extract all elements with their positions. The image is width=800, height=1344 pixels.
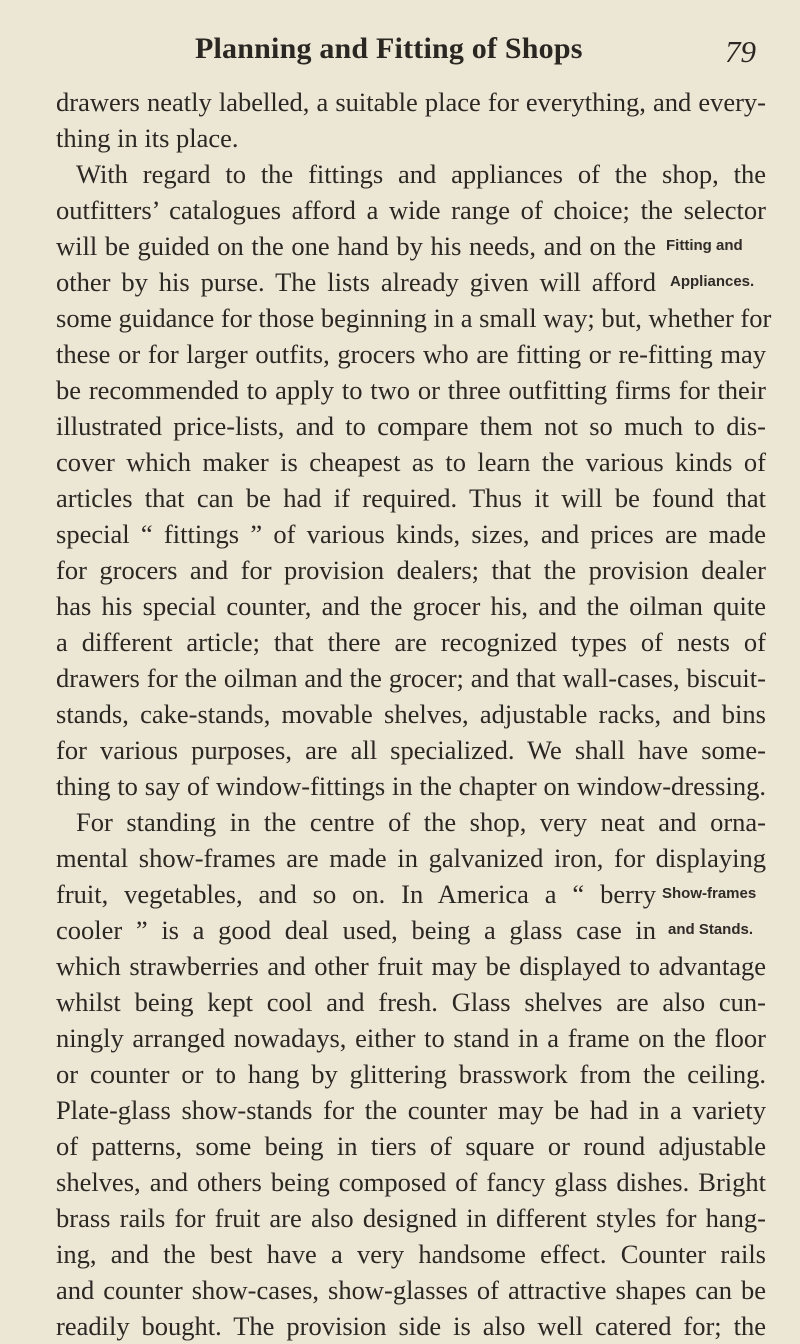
text-line: thing to say of window-fittings in the chapter on window-dressing. — [56, 771, 766, 801]
text-line: these or for larger outfits, grocers who are fitting or re-fitting may — [56, 339, 766, 369]
text-line: articles that can be had if required. Thus it will be found that — [56, 483, 766, 513]
text-line: Plate-glass show-stands for the counter may be had in a variety — [56, 1095, 766, 1125]
text-line: For standing in the centre of the shop, very neat and orna- — [76, 807, 766, 837]
text-line: for various purposes, are all specialized. We shall have some- — [56, 735, 766, 765]
text-line: be recommended to apply to two or three outfitting firms for their — [56, 375, 766, 405]
page-number: 79 — [725, 34, 756, 69]
text-line: which strawberries and other fruit may be displayed to advantage — [56, 951, 766, 981]
text-line: other by his purse. The lists already given will afford — [56, 267, 656, 297]
text-line: for grocers and for provision dealers; that the provision dealer — [56, 555, 766, 585]
text-line: has his special counter, and the grocer his, and the oilman quite — [56, 591, 766, 621]
text-line: will be guided on the one hand by his needs, and on the — [56, 231, 656, 261]
text-line: outfitters’ catalogues afford a wide range of choice; the selector — [56, 195, 766, 225]
text-line: stands, cake-stands, movable shelves, adjustable racks, and bins — [56, 699, 766, 729]
text-line: or counter or to hang by glittering brasswork from the ceiling. — [56, 1059, 766, 1089]
text-line: and counter show-cases, show-glasses of attractive shapes can be — [56, 1275, 766, 1305]
text-line: cooler ” is a good deal used, being a glass case in — [56, 915, 656, 945]
text-line: mental show-frames are made in galvanized iron, for displaying — [56, 843, 766, 873]
text-line: special “ fittings ” of various kinds, sizes, and prices are made — [56, 519, 766, 549]
text-line: a different article; that there are recognized types of nests of — [56, 627, 766, 657]
text-line: fruit, vegetables, and so on. In America a “ berry — [56, 879, 656, 909]
text-line: some guidance for those beginning in a small way; but, whether for — [56, 303, 772, 333]
text-line: whilst being kept cool and fresh. Glass shelves are also cun- — [56, 987, 766, 1017]
running-title: Planning and Fitting of Shops — [195, 32, 583, 65]
text-line: drawers neatly labelled, a suitable place for everything, and every- — [56, 87, 766, 117]
text-line: of patterns, some being in tiers of square or round adjustable — [56, 1131, 766, 1161]
text-line: ing, and the best have a very handsome effect. Counter rails — [56, 1239, 766, 1269]
text-line: drawers for the oilman and the grocer; and that wall-cases, biscuit- — [56, 663, 766, 693]
text-line: With regard to the fittings and appliances of the shop, the — [76, 159, 766, 189]
page-header — [0, 26, 800, 70]
sidenote-stands: and Stands. — [668, 921, 754, 938]
text-line: thing in its place. — [56, 123, 239, 153]
text-line: illustrated price-lists, and to compare them not so much to dis- — [56, 411, 766, 441]
sidenote-fitting: Fitting and — [666, 237, 743, 254]
sidenote-show-frames: Show-frames — [662, 885, 757, 902]
text-line: cover which maker is cheapest as to learn the various kinds of — [56, 447, 766, 477]
text-line: ningly arranged nowadays, either to stand in a frame on the floor — [56, 1023, 766, 1053]
text-line: readily bought. The provision side is also well catered for; the — [56, 1311, 766, 1341]
sidenote-appliances: Appliances. — [670, 273, 755, 290]
text-line: brass rails for fruit are also designed in different styles for hang- — [56, 1203, 766, 1233]
text-line: shelves, and others being composed of fancy glass dishes. Bright — [56, 1167, 766, 1197]
